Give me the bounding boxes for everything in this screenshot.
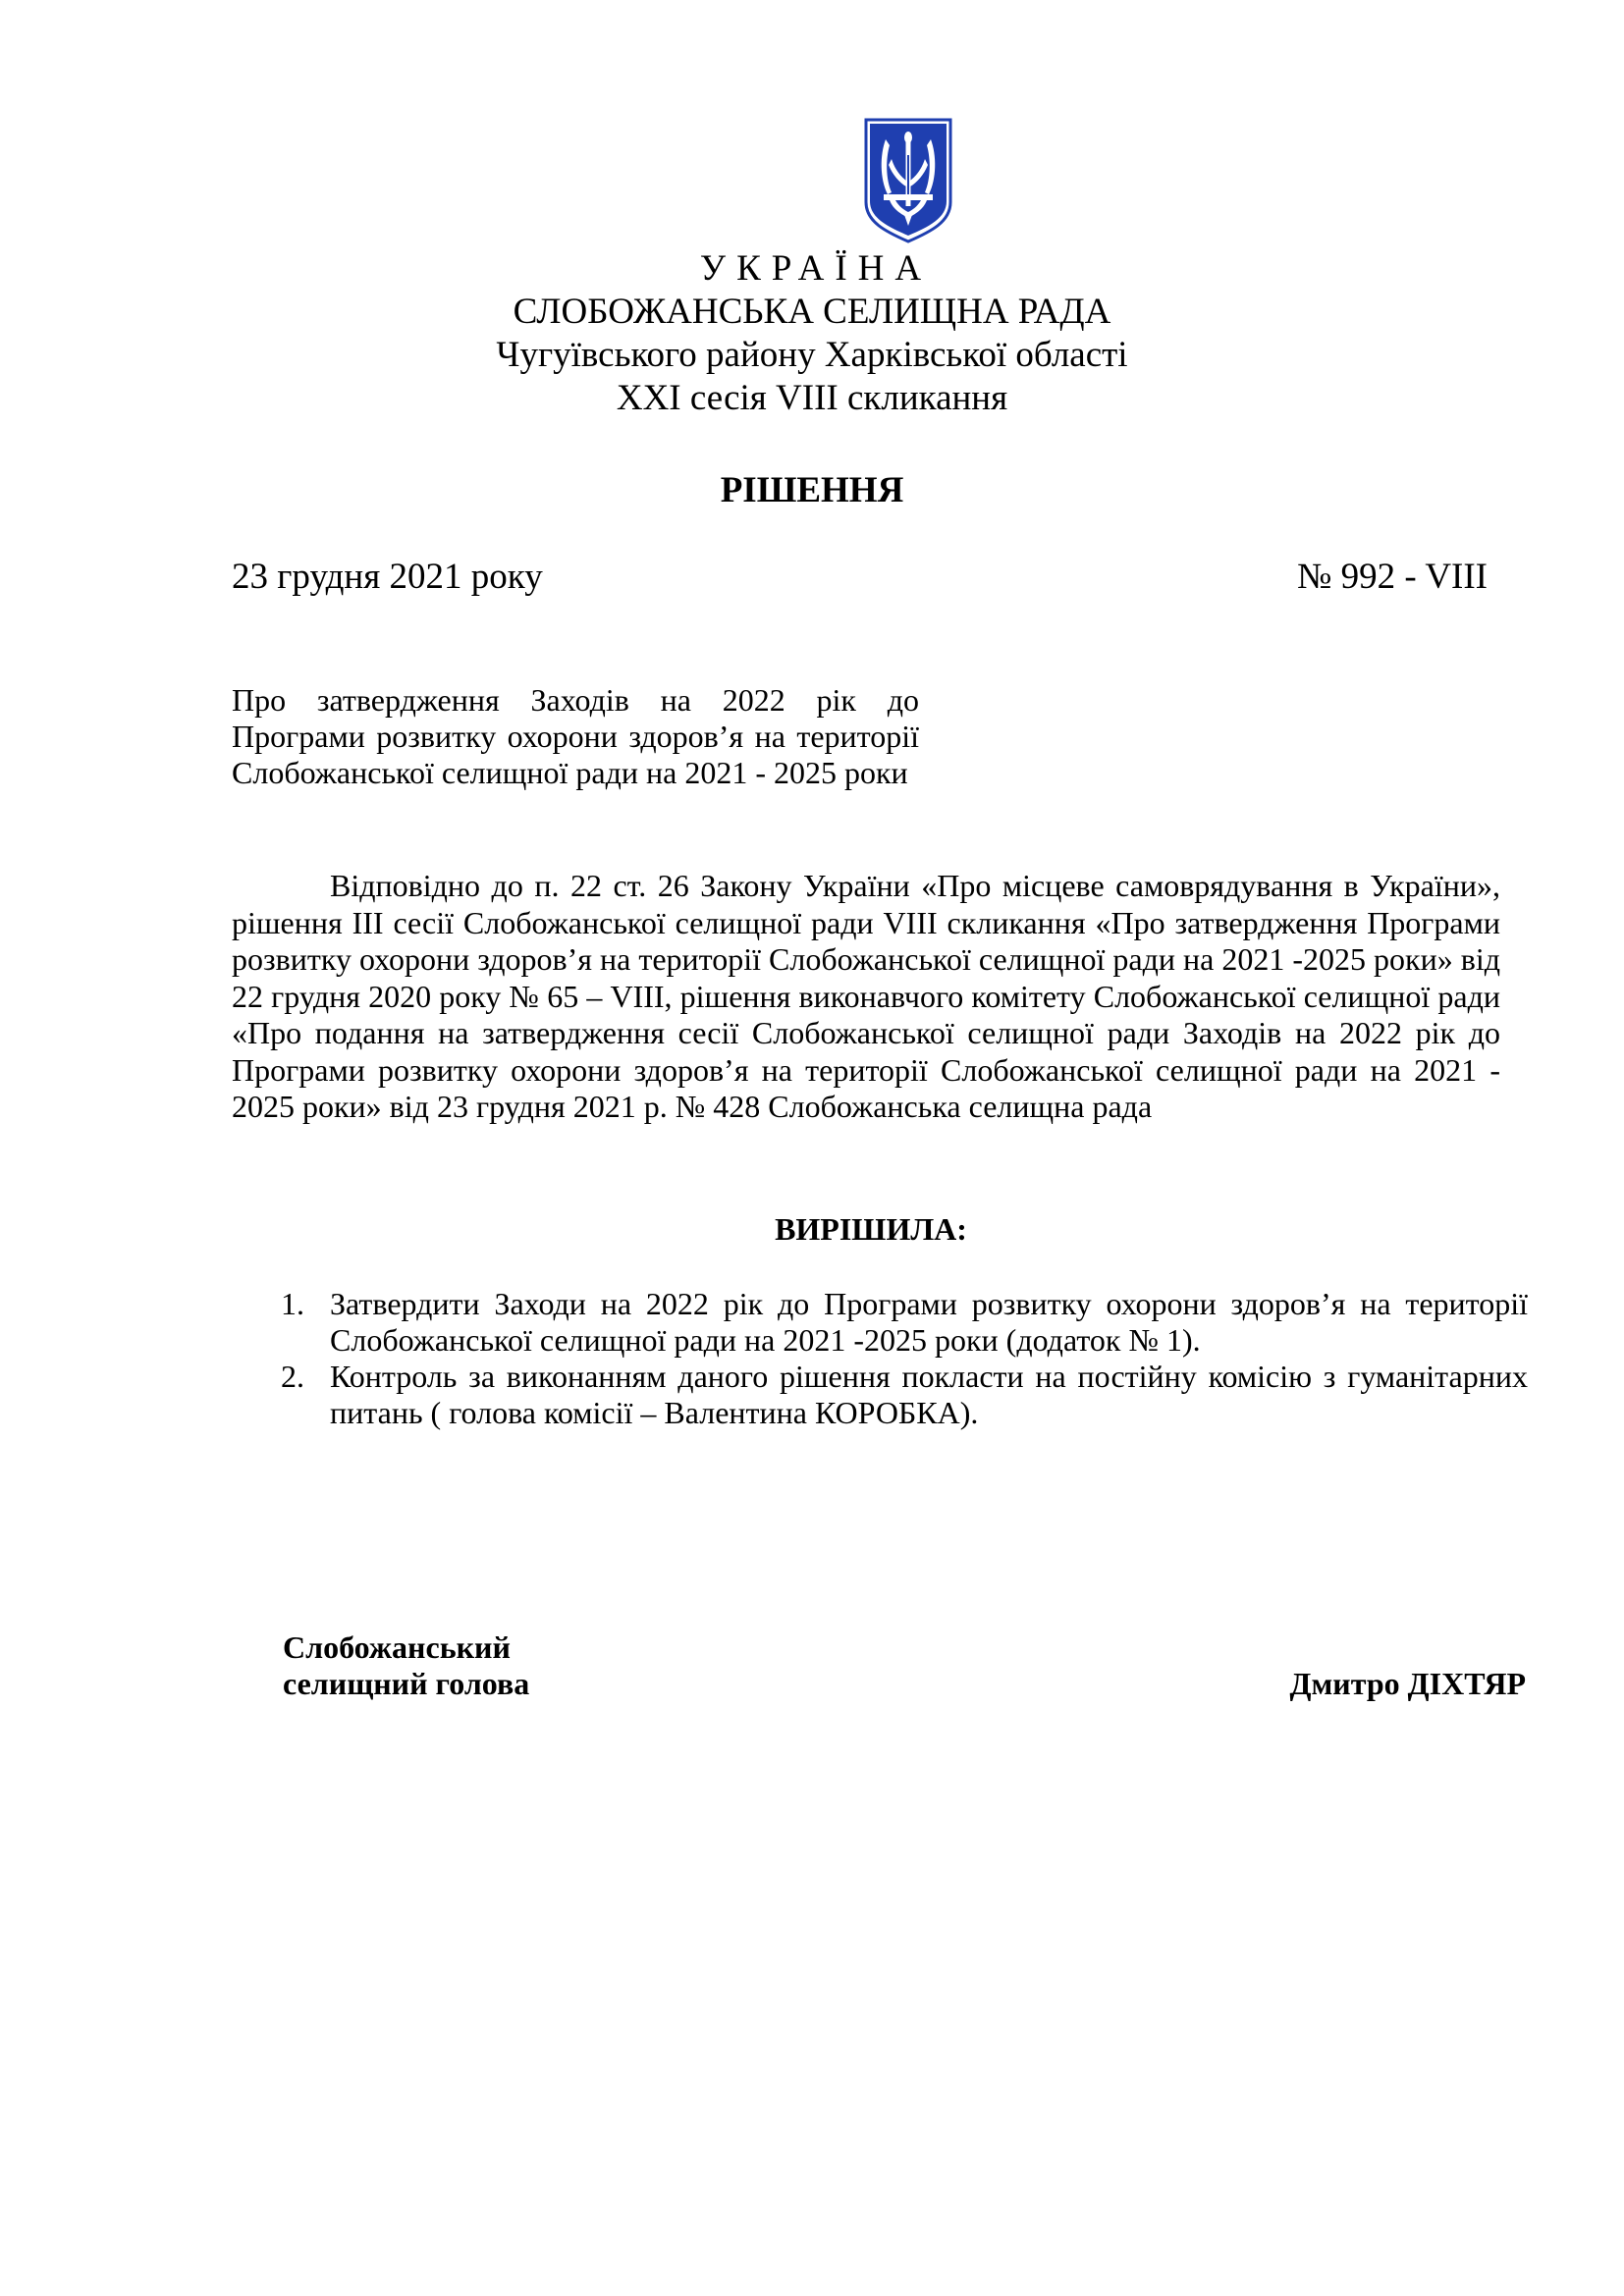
decision-number: 1. <box>281 1286 304 1321</box>
resolved-heading: ВИРІШИЛА: <box>775 1211 967 1247</box>
signatory-position-line2: селищний голова <box>283 1666 530 1701</box>
header-country: УКРАЇНА <box>699 248 933 289</box>
decision-item <box>281 1286 1528 1359</box>
document-preamble: Відповідно до п. 22 ст. 26 Закону України «Про місцеве самоврядування в України», рішення III сесії Слобожанської селищної ради VIII скликання «Про затвердження Програми розвитку охорони здоров’я на території Слобожанської селищної ради на 2021 -2025 роки» від 22 грудня 2020 року № 65 – VIII, рішення виконавчого комітету Слобожанської селищної ради «Про подання на затвердження сесії Слобожанської селищної ради Заходів на 2022 рік до Програми розвитку охорони здоров’я на території Слобожанської селищної ради на 2021 - 2025 роки» від 23 грудня 2021 р. № 428 Слобожанська селищна рада <box>232 868 1500 1124</box>
document-date: 23 грудня 2021 року <box>232 557 543 597</box>
signatory-position-line1: Слобожанський <box>283 1629 511 1665</box>
decisions-list <box>281 1286 1528 1431</box>
decision-text: Контроль за виконанням даного рішення покласти на постійну комісію з гуманітарних питань ( голова комісії – Валентина КОРОБКА). <box>330 1359 1528 1430</box>
ukraine-coat-of-arms-icon <box>862 116 954 245</box>
decision-text: Затвердити Заходи на 2022 рік до Програми розвитку охорони здоров’я на території Слобожанської селищної ради на 2021 -2025 роки (додаток № 1). <box>330 1286 1528 1358</box>
signatory-name: Дмитро ДІХТЯР <box>1289 1666 1526 1701</box>
document-subject: Про затвердження Заходів на 2022 рік до Програми розвитку охорони здоров’я на території Слобожанської селищної ради на 2021 - 2025 роки <box>232 682 919 790</box>
header-session: XXI сесія VIII скликання <box>616 378 1008 418</box>
document-title: РІШЕННЯ <box>720 470 904 510</box>
decision-item <box>281 1359 1528 1431</box>
decision-number: 2. <box>281 1359 304 1394</box>
signatory-position <box>283 1629 529 1702</box>
header-district: Чугуївського району Харківської області <box>496 335 1128 375</box>
header-council-name: СЛОБОЖАНСЬКА СЕЛИЩНА РАДА <box>513 292 1111 332</box>
document-number: № 992 - VIII <box>1297 557 1488 597</box>
